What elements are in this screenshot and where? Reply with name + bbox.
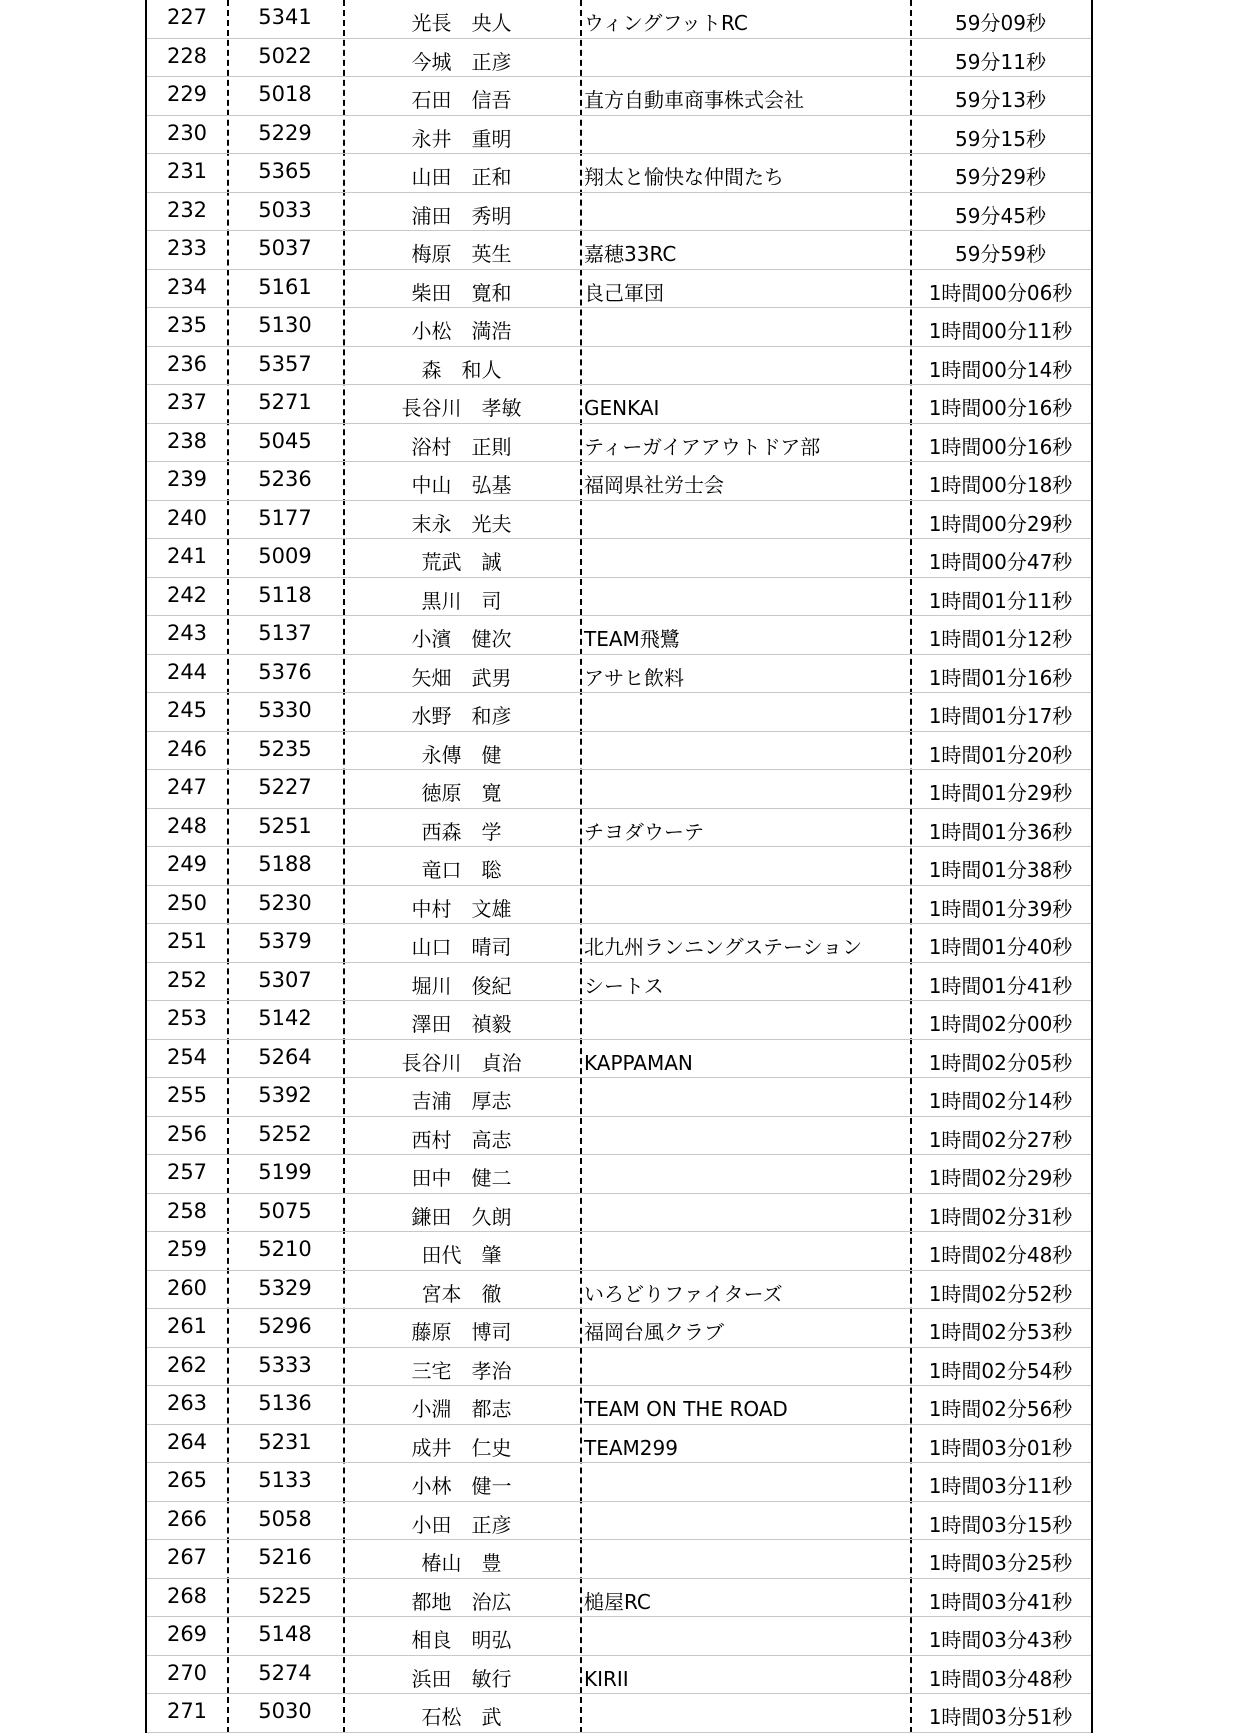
team-name-cell: [580, 770, 910, 808]
bib-number-cell: 5136: [258, 1391, 312, 1415]
team-name-cell: 福岡台風クラブ: [584, 1320, 724, 1344]
finish-time-cell: 1時間02分53秒: [928, 1320, 1073, 1344]
runner-name-cell: 田代 肇: [421, 1243, 502, 1267]
table-row: [147, 1579, 1091, 1618]
rank-cell: 267: [166, 1545, 208, 1569]
rank-cell: 230: [166, 120, 208, 145]
rank-cell: 255: [166, 1083, 208, 1107]
rank-cell: 242: [166, 582, 208, 607]
bib-number-cell: 5252: [258, 1121, 312, 1146]
runner-name-cell: 小濱 健次: [411, 627, 512, 651]
runner-name-cell: 相良 明弘: [411, 1628, 512, 1652]
rank-cell: 248: [166, 813, 208, 838]
table-row: [147, 1617, 1091, 1656]
rank-cell: 263: [166, 1391, 208, 1415]
runner-name-cell: 小田 正彦: [411, 1512, 512, 1537]
rank-cell: 254: [166, 1044, 208, 1069]
finish-time-cell: 1時間00分16秒: [928, 396, 1073, 420]
table-row: [147, 193, 1091, 232]
table-row: [147, 539, 1091, 578]
bib-number-cell: 5296: [258, 1314, 312, 1338]
table-row: [147, 1386, 1091, 1425]
finish-time-cell: 1時間02分05秒: [928, 1050, 1073, 1075]
rank-cell: 227: [166, 5, 208, 29]
table-row: [147, 655, 1091, 694]
rank-cell: 266: [166, 1506, 208, 1531]
finish-time-cell: 1時間02分29秒: [928, 1166, 1073, 1190]
results-table: [145, 0, 1093, 1733]
bib-number-cell: 5216: [258, 1545, 312, 1569]
team-name-cell: 槌屋RC: [584, 1589, 651, 1614]
table-row: [147, 809, 1091, 848]
finish-time-cell: 1時間02分56秒: [928, 1397, 1073, 1421]
bib-number-cell: 5225: [258, 1583, 312, 1608]
rank-cell: 233: [166, 236, 208, 260]
team-name-cell: [580, 1155, 910, 1193]
runner-name-cell: 澤田 禎毅: [411, 1012, 512, 1036]
bib-number-cell: 5379: [258, 929, 312, 953]
table-row: [147, 1155, 1091, 1194]
table-row: [147, 693, 1091, 732]
table-row: [147, 616, 1091, 655]
finish-time-cell: 1時間03分15秒: [928, 1512, 1073, 1537]
finish-time-cell: 1時間02分48秒: [928, 1243, 1073, 1267]
finish-time-cell: 1時間00分16秒: [928, 434, 1073, 459]
rank-cell: 251: [166, 929, 208, 953]
runner-name-cell: 末永 光夫: [411, 511, 512, 536]
team-name-cell: [580, 847, 910, 885]
table-row: [147, 270, 1091, 309]
runner-name-cell: 長谷川 孝敏: [401, 396, 522, 420]
team-name-cell: 福岡県社労士会: [584, 473, 724, 497]
finish-time-cell: 59分45秒: [955, 203, 1046, 228]
bib-number-cell: 5037: [258, 236, 312, 260]
finish-time-cell: 1時間03分11秒: [928, 1474, 1073, 1498]
finish-time-cell: 59分09秒: [955, 11, 1046, 35]
rank-cell: 270: [166, 1660, 208, 1685]
finish-time-cell: 1時間01分40秒: [928, 935, 1073, 959]
rank-cell: 234: [166, 274, 208, 299]
team-name-cell: TEAM飛鷺: [584, 627, 680, 651]
runner-name-cell: 梅原 英生: [411, 242, 512, 266]
table-row: [147, 1309, 1091, 1348]
runner-name-cell: 小松 満浩: [411, 319, 512, 343]
rank-cell: 269: [166, 1622, 208, 1646]
finish-time-cell: 1時間03分41秒: [928, 1589, 1073, 1614]
runner-name-cell: 長谷川 貞治: [401, 1050, 522, 1075]
bib-number-cell: 5230: [258, 890, 312, 915]
runner-name-cell: 柴田 寛和: [411, 280, 512, 305]
table-row: [147, 1040, 1091, 1079]
team-name-cell: [580, 1194, 910, 1232]
runner-name-cell: 山田 正和: [411, 165, 512, 189]
finish-time-cell: 1時間03分25秒: [928, 1551, 1073, 1575]
finish-time-cell: 1時間00分06秒: [928, 280, 1073, 305]
finish-time-cell: 59分15秒: [955, 126, 1046, 151]
table-row: [147, 732, 1091, 771]
bib-number-cell: 5307: [258, 967, 312, 992]
runner-name-cell: 小淵 都志: [411, 1397, 512, 1421]
team-name-cell: シートス: [584, 973, 664, 998]
finish-time-cell: 1時間01分11秒: [928, 588, 1073, 613]
finish-time-cell: 59分29秒: [955, 165, 1046, 189]
team-name-cell: [580, 1117, 910, 1155]
team-name-cell: TEAM299: [584, 1435, 678, 1460]
rank-cell: 262: [166, 1352, 208, 1377]
team-name-cell: [580, 1001, 910, 1039]
finish-time-cell: 1時間02分31秒: [928, 1204, 1073, 1229]
table-row: [147, 847, 1091, 886]
finish-time-cell: 1時間02分27秒: [928, 1127, 1073, 1152]
finish-time-cell: 1時間01分38秒: [928, 858, 1073, 882]
finish-time-cell: 1時間01分39秒: [928, 896, 1073, 921]
bib-number-cell: 5210: [258, 1237, 312, 1261]
table-row: [147, 39, 1091, 78]
bib-number-cell: 5271: [258, 390, 312, 414]
team-name-cell: [580, 693, 910, 731]
finish-time-cell: 1時間00分29秒: [928, 511, 1073, 536]
runner-name-cell: 堀川 俊紀: [411, 973, 512, 998]
runner-name-cell: 竜口 聡: [421, 858, 502, 882]
finish-time-cell: 1時間03分51秒: [928, 1705, 1073, 1729]
runner-name-cell: 今城 正彦: [411, 49, 512, 74]
team-name-cell: [580, 1502, 910, 1540]
rank-cell: 259: [166, 1237, 208, 1261]
table-row: [147, 1194, 1091, 1233]
rank-cell: 240: [166, 505, 208, 530]
table-row: [147, 963, 1091, 1002]
rank-cell: 231: [166, 159, 208, 183]
table-row: [147, 924, 1091, 963]
team-name-cell: チヨダウーテ: [584, 819, 704, 844]
finish-time-cell: 1時間01分20秒: [928, 742, 1073, 767]
rank-cell: 257: [166, 1160, 208, 1184]
table-row: [147, 501, 1091, 540]
finish-time-cell: 1時間03分01秒: [928, 1435, 1073, 1460]
runner-name-cell: 石田 信吾: [411, 88, 512, 112]
finish-time-cell: 59分11秒: [955, 49, 1046, 74]
bib-number-cell: 5341: [258, 5, 312, 29]
rank-cell: 249: [166, 852, 208, 876]
team-name-cell: [580, 347, 910, 385]
team-name-cell: アサヒ飲料: [584, 665, 684, 690]
table-row: [147, 462, 1091, 501]
bib-number-cell: 5251: [258, 813, 312, 838]
table-row: [147, 0, 1091, 39]
finish-time-cell: 1時間01分16秒: [928, 665, 1073, 690]
runner-name-cell: 浦田 秀明: [411, 203, 512, 228]
bib-number-cell: 5148: [258, 1622, 312, 1646]
team-name-cell: ティーガイアアウトドア部: [584, 434, 821, 459]
runner-name-cell: 藤原 博司: [411, 1320, 512, 1344]
rank-cell: 236: [166, 351, 208, 376]
rank-cell: 244: [166, 659, 208, 684]
bib-number-cell: 5033: [258, 197, 312, 222]
bib-number-cell: 5137: [258, 621, 312, 645]
rank-cell: 258: [166, 1198, 208, 1223]
table-row: [147, 231, 1091, 270]
rank-cell: 256: [166, 1121, 208, 1146]
runner-name-cell: 宮本 徹: [421, 1281, 502, 1306]
runner-name-cell: 黒川 司: [421, 588, 502, 613]
finish-time-cell: 59分13秒: [955, 88, 1046, 112]
team-name-cell: 北九州ランニングステーション: [584, 935, 863, 959]
runner-name-cell: 徳原 寛: [421, 781, 502, 805]
finish-time-cell: 1時間00分11秒: [928, 319, 1073, 343]
team-name-cell: [580, 1232, 910, 1270]
bib-number-cell: 5009: [258, 544, 312, 568]
bib-number-cell: 5075: [258, 1198, 312, 1223]
rank-cell: 228: [166, 43, 208, 68]
bib-number-cell: 5357: [258, 351, 312, 376]
table-row: [147, 1425, 1091, 1464]
team-name-cell: [580, 501, 910, 539]
rank-cell: 243: [166, 621, 208, 645]
finish-time-cell: 1時間01分36秒: [928, 819, 1073, 844]
finish-time-cell: 1時間03分43秒: [928, 1628, 1073, 1652]
bib-number-cell: 5365: [258, 159, 312, 183]
bib-number-cell: 5274: [258, 1660, 312, 1685]
bib-number-cell: 5045: [258, 428, 312, 453]
team-name-cell: [580, 1694, 910, 1732]
runner-name-cell: 椿山 豊: [421, 1551, 502, 1575]
table-row: [147, 1271, 1091, 1310]
bib-number-cell: 5392: [258, 1083, 312, 1107]
bib-number-cell: 5229: [258, 120, 312, 145]
finish-time-cell: 1時間01分12秒: [928, 627, 1073, 651]
runner-name-cell: 吉浦 厚志: [411, 1089, 512, 1113]
team-name-cell: KIRII: [584, 1666, 629, 1691]
finish-time-cell: 1時間01分29秒: [928, 781, 1073, 805]
bib-number-cell: 5118: [258, 582, 312, 607]
team-name-cell: 良己軍団: [584, 280, 664, 305]
rank-cell: 232: [166, 197, 208, 222]
runner-name-cell: 三宅 孝治: [411, 1358, 512, 1383]
runner-name-cell: 中村 文雄: [411, 896, 512, 921]
rank-cell: 250: [166, 890, 208, 915]
table-row: [147, 1232, 1091, 1271]
rank-cell: 229: [166, 82, 208, 106]
runner-name-cell: 山口 晴司: [411, 935, 512, 959]
bib-number-cell: 5133: [258, 1468, 312, 1492]
team-name-cell: いろどりファイターズ: [584, 1281, 783, 1306]
runner-name-cell: 永井 重明: [411, 126, 512, 151]
team-name-cell: TEAM ON THE ROAD: [584, 1397, 788, 1421]
finish-time-cell: 1時間02分52秒: [928, 1281, 1073, 1306]
team-name-cell: 翔太と愉快な仲間たち: [584, 165, 784, 189]
runner-name-cell: 光長 央人: [411, 11, 512, 35]
bib-number-cell: 5188: [258, 852, 312, 876]
table-row: [147, 385, 1091, 424]
bib-number-cell: 5227: [258, 775, 312, 799]
table-row: [147, 1463, 1091, 1502]
rank-cell: 235: [166, 313, 208, 337]
bib-number-cell: 5022: [258, 43, 312, 68]
team-name-cell: [580, 1540, 910, 1578]
runner-name-cell: 石松 武: [421, 1705, 502, 1729]
table-row: [147, 1540, 1091, 1579]
finish-time-cell: 1時間02分00秒: [928, 1012, 1073, 1036]
runner-name-cell: 矢畑 武男: [411, 665, 512, 690]
team-name-cell: [580, 539, 910, 577]
bib-number-cell: 5161: [258, 274, 312, 299]
bib-number-cell: 5058: [258, 1506, 312, 1531]
team-name-cell: [580, 116, 910, 154]
rank-cell: 247: [166, 775, 208, 799]
bib-number-cell: 5236: [258, 467, 312, 491]
runner-name-cell: 都地 治広: [411, 1589, 512, 1614]
team-name-cell: [580, 1617, 910, 1655]
table-row: [147, 424, 1091, 463]
rank-cell: 268: [166, 1583, 208, 1608]
team-name-cell: [580, 39, 910, 77]
finish-time-cell: 1時間00分14秒: [928, 357, 1073, 382]
rank-cell: 237: [166, 390, 208, 414]
runner-name-cell: 永傳 健: [421, 742, 502, 767]
team-name-cell: GENKAI: [584, 396, 660, 420]
rank-cell: 260: [166, 1275, 208, 1300]
rank-cell: 252: [166, 967, 208, 992]
bib-number-cell: 5177: [258, 505, 312, 530]
runner-name-cell: 西村 高志: [411, 1127, 512, 1152]
bib-number-cell: 5333: [258, 1352, 312, 1377]
table-row: [147, 1348, 1091, 1387]
rank-cell: 271: [166, 1699, 208, 1723]
bib-number-cell: 5264: [258, 1044, 312, 1069]
rank-cell: 261: [166, 1314, 208, 1338]
runner-name-cell: 小林 健一: [411, 1474, 512, 1498]
table-row: [147, 116, 1091, 155]
finish-time-cell: 1時間01分17秒: [928, 704, 1073, 728]
team-name-cell: 嘉穂33RC: [584, 242, 677, 266]
runner-name-cell: 中山 弘基: [411, 473, 512, 497]
team-name-cell: [580, 1463, 910, 1501]
runner-name-cell: 森 和人: [421, 357, 502, 382]
team-name-cell: [580, 1078, 910, 1116]
finish-time-cell: 1時間01分41秒: [928, 973, 1073, 998]
rank-cell: 253: [166, 1006, 208, 1030]
bib-number-cell: 5018: [258, 82, 312, 106]
finish-time-cell: 1時間02分14秒: [928, 1089, 1073, 1113]
bib-number-cell: 5329: [258, 1275, 312, 1300]
table-row: [147, 1694, 1091, 1733]
runner-name-cell: 鎌田 久朗: [411, 1204, 512, 1229]
team-name-cell: ウィングフットRC: [584, 11, 748, 35]
finish-time-cell: 1時間02分54秒: [928, 1358, 1073, 1383]
team-name-cell: [580, 886, 910, 924]
rank-cell: 239: [166, 467, 208, 491]
team-name-cell: [580, 308, 910, 346]
rank-cell: 245: [166, 698, 208, 722]
bib-number-cell: 5130: [258, 313, 312, 337]
team-name-cell: [580, 193, 910, 231]
rank-cell: 265: [166, 1468, 208, 1492]
table-row: [147, 1656, 1091, 1695]
bib-number-cell: 5142: [258, 1006, 312, 1030]
runner-name-cell: 西森 学: [421, 819, 502, 844]
bib-number-cell: 5376: [258, 659, 312, 684]
runner-name-cell: 浴村 正則: [411, 434, 512, 459]
runner-name-cell: 水野 和彦: [411, 704, 512, 728]
bib-number-cell: 5199: [258, 1160, 312, 1184]
table-row: [147, 347, 1091, 386]
table-row: [147, 886, 1091, 925]
runner-name-cell: 荒武 誠: [421, 550, 502, 574]
bib-number-cell: 5030: [258, 1699, 312, 1723]
finish-time-cell: 1時間03分48秒: [928, 1666, 1073, 1691]
finish-time-cell: 59分59秒: [955, 242, 1046, 266]
rank-cell: 264: [166, 1429, 208, 1454]
finish-time-cell: 1時間00分18秒: [928, 473, 1073, 497]
rank-cell: 238: [166, 428, 208, 453]
table-row: [147, 308, 1091, 347]
table-row: [147, 154, 1091, 193]
team-name-cell: [580, 1348, 910, 1386]
table-row: [147, 1502, 1091, 1541]
bib-number-cell: 5231: [258, 1429, 312, 1454]
finish-time-cell: 1時間00分47秒: [928, 550, 1073, 574]
bib-number-cell: 5235: [258, 736, 312, 761]
table-row: [147, 1117, 1091, 1156]
rank-cell: 246: [166, 736, 208, 761]
runner-name-cell: 田中 健二: [411, 1166, 512, 1190]
team-name-cell: [580, 732, 910, 770]
runner-name-cell: 浜田 敏行: [411, 1666, 512, 1691]
table-row: [147, 1078, 1091, 1117]
table-row: [147, 578, 1091, 617]
table-row: [147, 77, 1091, 116]
table-row: [147, 770, 1091, 809]
team-name-cell: 直方自動車商事株式会社: [584, 88, 804, 112]
team-name-cell: KAPPAMAN: [584, 1050, 693, 1075]
table-row: [147, 1001, 1091, 1040]
rank-cell: 241: [166, 544, 208, 568]
bib-number-cell: 5330: [258, 698, 312, 722]
team-name-cell: [580, 578, 910, 616]
runner-name-cell: 成井 仁史: [411, 1435, 512, 1460]
